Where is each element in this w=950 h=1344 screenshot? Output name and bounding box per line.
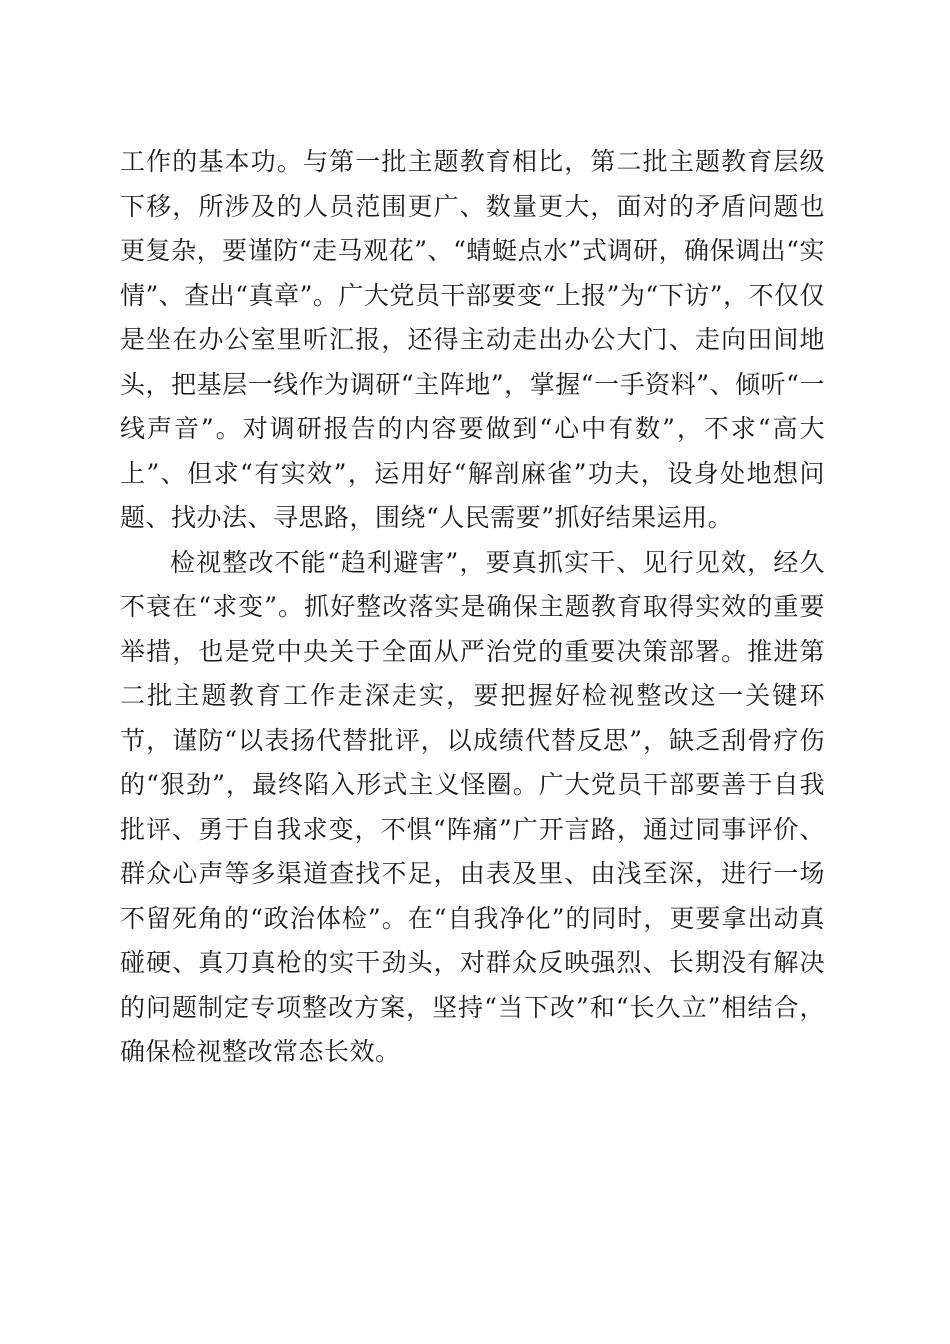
paragraph-rectification: 检视整改不能“趋利避害”，要真抓实干、见行见效，经久不衰在“求变”。抓好整改落实是确保主题教育取得实效的重要举措，也是党中央关于全面从严治党的重要决策部署。推进第二批主题教育工作走深走实，要把握好检视整改这一关键环节，谨防“以表扬代替批评，以成绩代替反思”，缺乏刮骨疗伤的“狠劲”，最终陷入形式主义怪圈。广大党员干部要善于自我批评、勇于自我求变，不惧“阵痛”广开言路，通过同事评价、群众心声等多渠道查找不足，由表及里、由浅至深，进行一场不留死角的“政治体检”。在“自我净化”的同时，更要拿出动真碰硬、真刀真枪的实干劲头，对群众反映强烈、长期没有解决的问题制定专项整改方案，坚持“当下改”和“长久立”相结合，确保检视整改常态长效。 [120, 547, 825, 1066]
paragraph-continued: 工作的基本功。与第一批主题教育相比，第二批主题教育层级下移，所涉及的人员范围更广、数量更大，面对的矛盾问题也更复杂，要谨防“走马观花”、“蜻蜓点水”式调研，确保调出“实情”、查出“真章”。广大党员干部要变“上报”为“下访”，不仅仅是坐在办公室里听汇报，还得主动走出办公大门、走向田间地头，把基层一线作为调研“主阵地”，掌握“一手资料”、倾听“一线声音”。对调研报告的内容要做到“心中有数”，不求“高大上”、但求“有实效”，运用好“解剖麻雀”功夫，设身处地想问题、找办法、寻思路，围绕“人民需要”抓好结果运用。 [120, 147, 825, 532]
body-text [120, 140, 825, 1075]
